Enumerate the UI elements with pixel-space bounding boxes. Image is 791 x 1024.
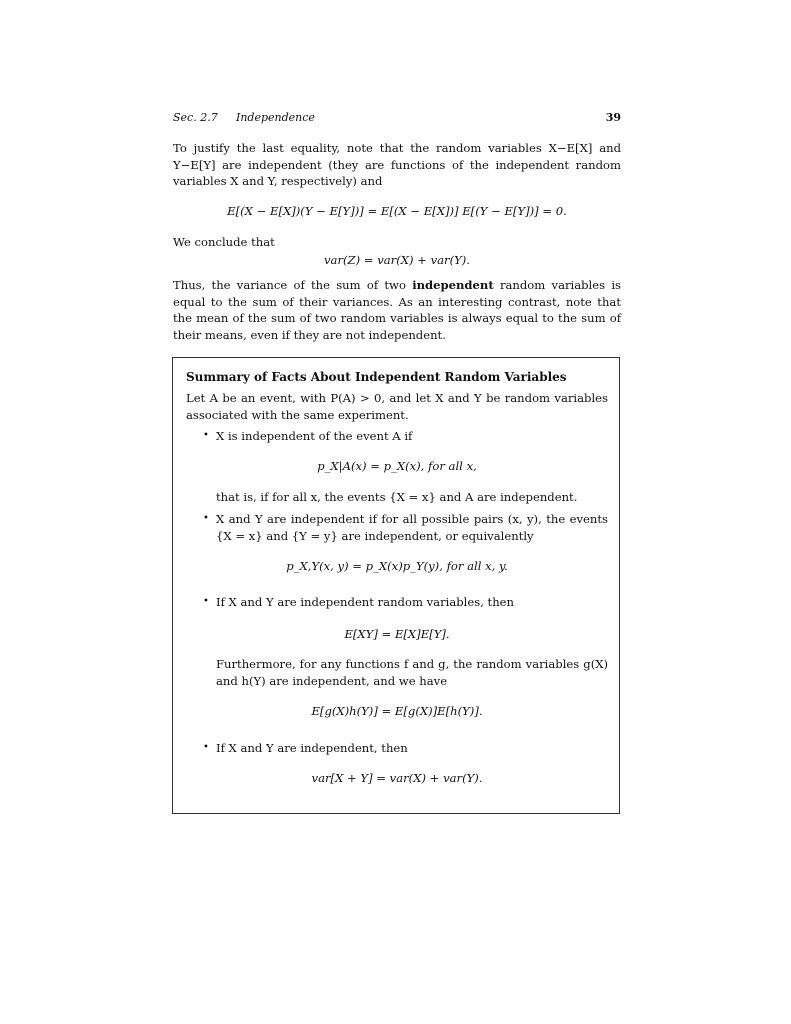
summary-box-intro: Let A be an event, with P(A) > 0, and let X and Y be random variables associated with the same experiment. — [186, 391, 608, 422]
section-title: Independence — [236, 111, 315, 124]
bullet-4-marker: • — [203, 742, 209, 753]
paragraph-justify-equality: To justify the last equality, note that the random variables X−E[X] and Y−E[Y] are independent (they are functions of the independent random variables X and Y, respectively) and — [173, 141, 621, 189]
equation-expectation-product: E[(X − E[X])(Y − E[Y])] = E[(X − E[X])] E[(Y − E[Y])] = 0. — [227, 204, 567, 218]
bullet-1-marker: • — [203, 430, 209, 441]
equation-variance-sum: var(Z) = var(X) + var(Y). — [324, 253, 470, 267]
bullet-3-equation: E[XY] = E[X]E[Y]. — [344, 627, 450, 641]
bullet-2-marker: • — [203, 513, 209, 524]
bullet-1-followup: that is, if for all x, the events {X = x} and A are independent. — [216, 490, 578, 504]
bullet-2-text: X and Y are independent if for all possible pairs (x, y), the events {X = x} and {Y = y} are independent, or equivalently — [216, 512, 608, 543]
summary-box-title: Summary of Facts About Independent Random Variables — [186, 370, 567, 384]
paragraph2-after: random variables is equal to the sum of their variances. As an interesting contrast, note that the mean of the sum of two random variables is always equal to the sum of their means, even if they are not independent. — [173, 278, 621, 343]
paragraph2-before: Thus, the variance of the sum of two — [173, 278, 406, 292]
bullet-3-marker: • — [203, 596, 209, 607]
conclude-text: We conclude that — [173, 235, 275, 249]
bullet-4-equation: var[X + Y] = var(X) + var(Y). — [311, 771, 483, 785]
page-number: 39 — [605, 111, 621, 124]
bullet-3-equation-2: E[g(X)h(Y)] = E[g(X)]E[h(Y)]. — [311, 704, 483, 718]
bullet-3-text: If X and Y are independent random variables, then — [216, 595, 515, 609]
bullet-3-followup: Furthermore, for any functions f and g, the random variables g(X) and h(Y) are independent, and we have — [216, 657, 608, 688]
bullet-1-equation: p_X|A(x) = p_X(x), for all x, — [317, 459, 477, 473]
bullet-4-text: If X and Y are independent, then — [216, 741, 408, 755]
section-number: Sec. 2.7 — [173, 111, 218, 124]
emphasis-independent: independent — [412, 278, 494, 292]
bullet-1-text: X is independent of the event A if — [216, 429, 413, 443]
running-header — [173, 110, 621, 126]
paragraph-variance-contrast — [173, 277, 621, 344]
bullet-2-equation: p_X,Y(x, y) = p_X(x)p_Y(y), for all x, y. — [286, 559, 508, 573]
